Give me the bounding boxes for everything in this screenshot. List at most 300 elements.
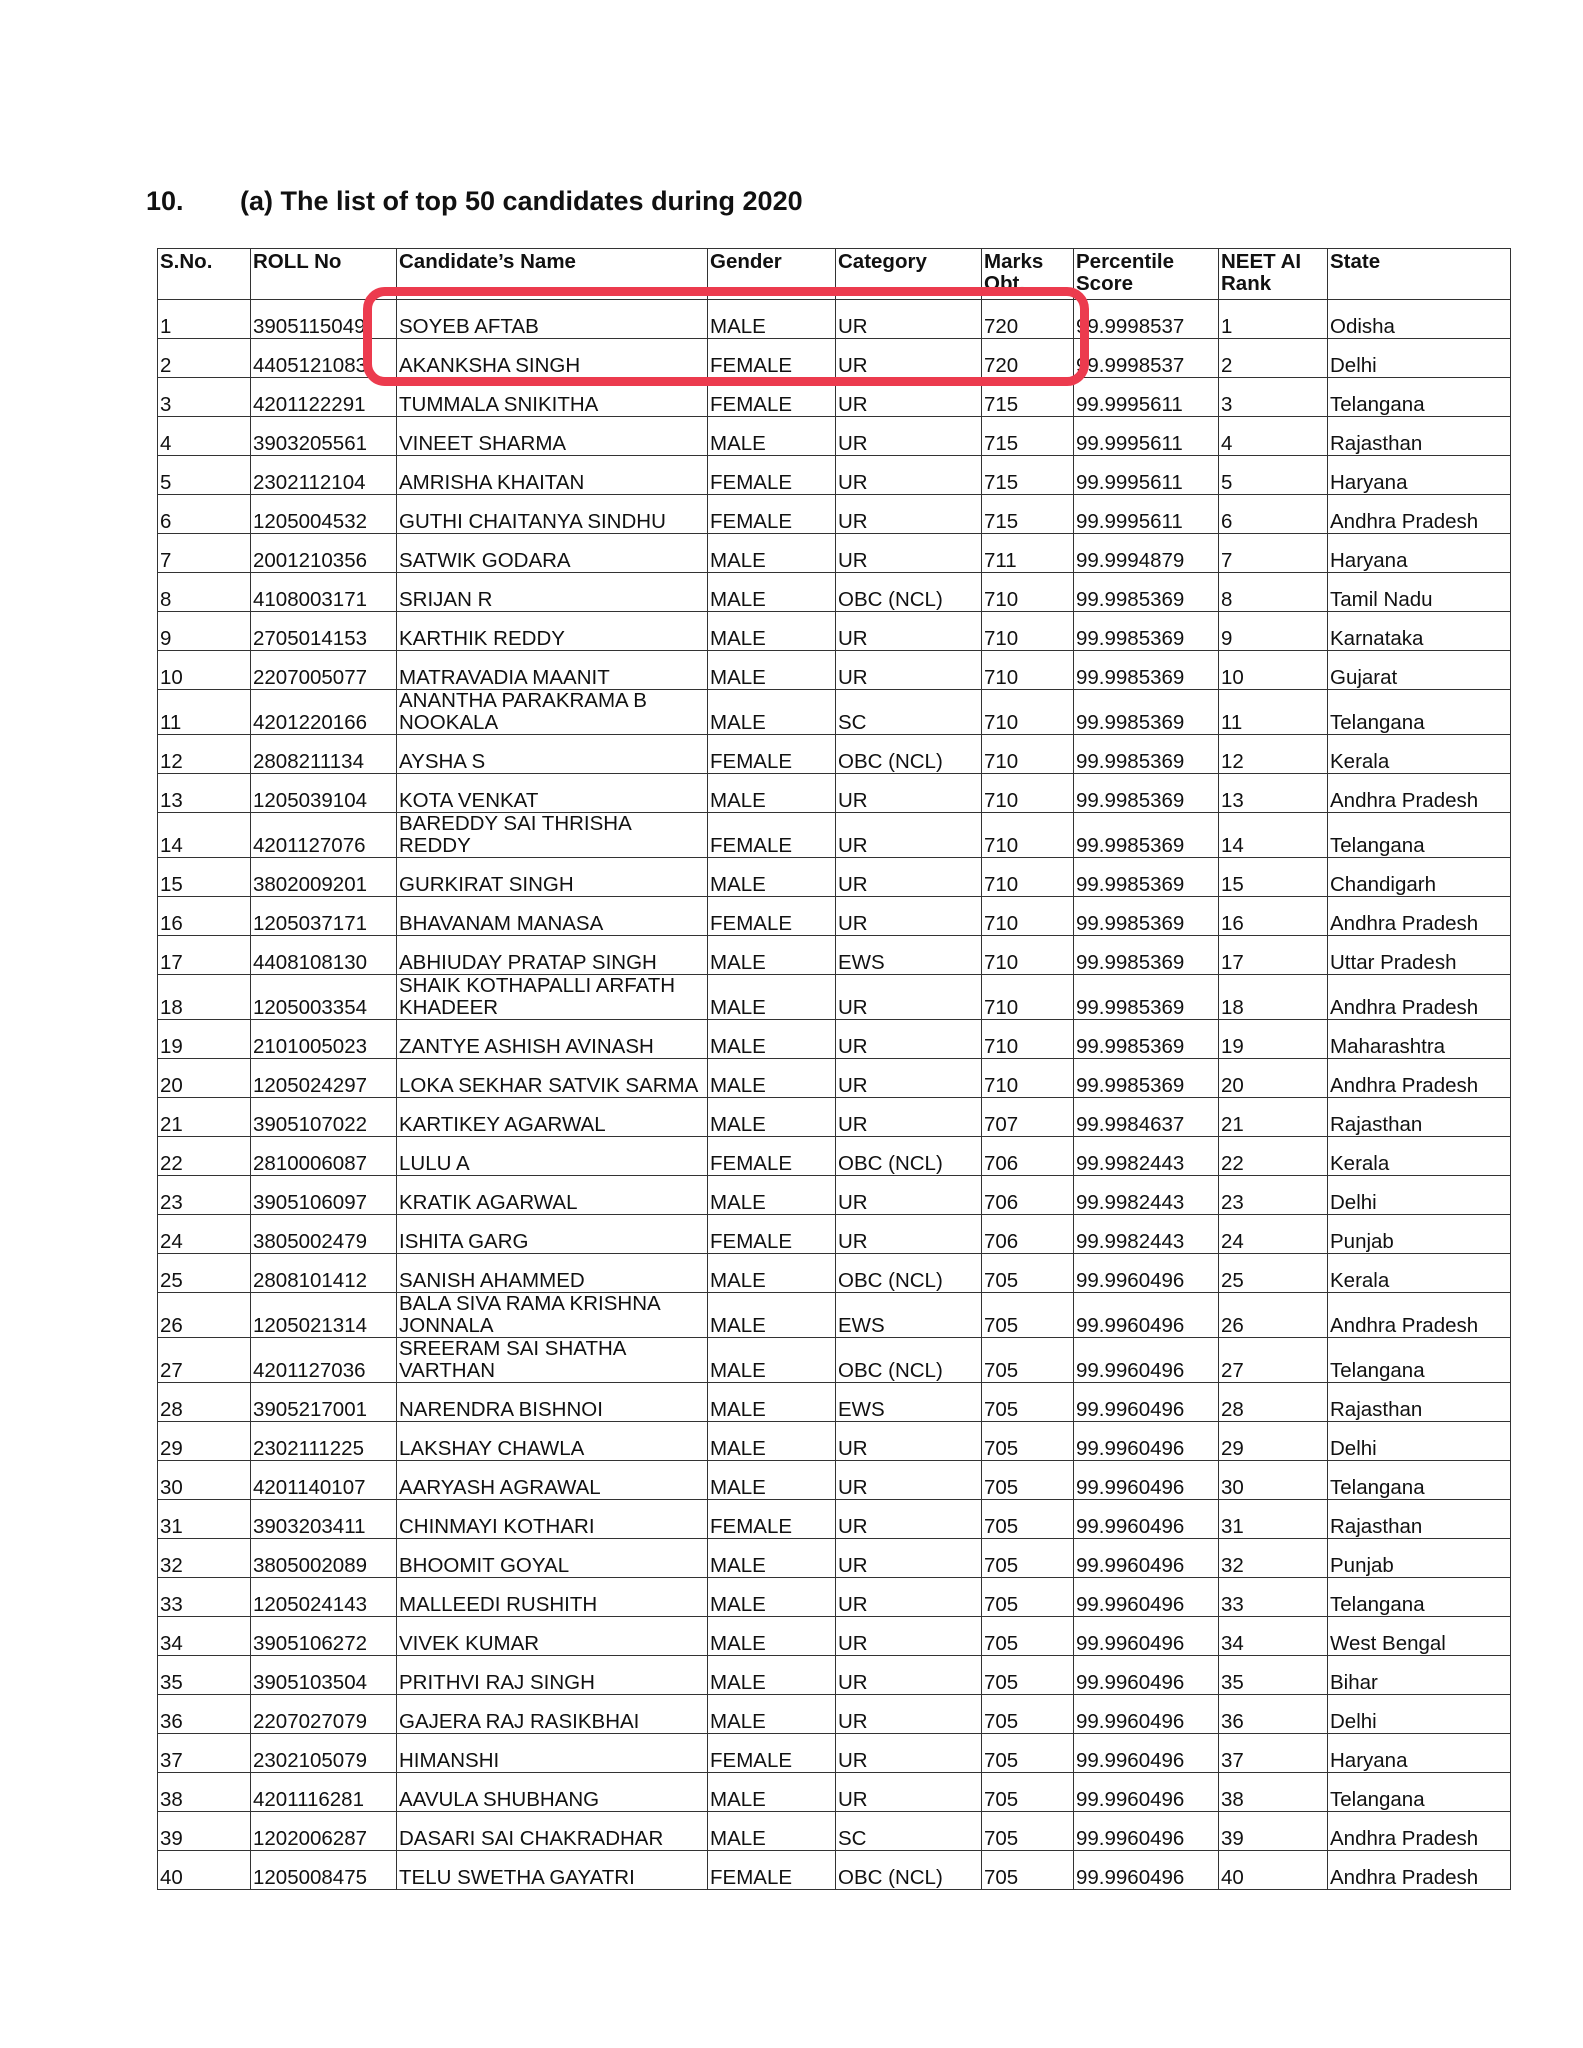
table-row: [158, 417, 1511, 456]
cell-gender: MALE: [708, 300, 836, 339]
cell-roll-no: 4201220166: [251, 690, 397, 735]
cell-percentile-score: 99.9960496: [1074, 1617, 1219, 1656]
cell-percentile-score: 99.9960496: [1074, 1293, 1219, 1338]
cell-percentile-score: 99.9960496: [1074, 1773, 1219, 1812]
cell-percentile-score: 99.9995611: [1074, 495, 1219, 534]
cell-marks-obt: 705: [982, 1254, 1074, 1293]
cell-percentile-score: 99.9985369: [1074, 690, 1219, 735]
cell-category: UR: [836, 1695, 982, 1734]
cell-marks-obt: 706: [982, 1137, 1074, 1176]
cell-sno: 31: [158, 1500, 251, 1539]
cell-marks-obt: 706: [982, 1176, 1074, 1215]
section-title: (a) The list of top 50 candidates during 2020: [240, 186, 803, 216]
cell-sno: 6: [158, 495, 251, 534]
cell-sno: 4: [158, 417, 251, 456]
cell-category: SC: [836, 1812, 982, 1851]
cell-sno: 20: [158, 1059, 251, 1098]
cell-marks-obt: 705: [982, 1617, 1074, 1656]
cell-roll-no: 3805002479: [251, 1215, 397, 1254]
cell-candidate-name: BHAVANAM MANASA: [397, 897, 708, 936]
cell-neet-ai-rank: 8: [1219, 573, 1328, 612]
cell-candidate-name: MATRAVADIA MAANIT: [397, 651, 708, 690]
cell-state: Rajasthan: [1328, 1383, 1511, 1422]
cell-percentile-score: 99.9960496: [1074, 1422, 1219, 1461]
cell-sno: 1: [158, 300, 251, 339]
cell-percentile-score: 99.9985369: [1074, 774, 1219, 813]
cell-gender: MALE: [708, 1422, 836, 1461]
cell-neet-ai-rank: 12: [1219, 735, 1328, 774]
cell-marks-obt: 720: [982, 300, 1074, 339]
cell-roll-no: 2810006087: [251, 1137, 397, 1176]
cell-roll-no: 3905107022: [251, 1098, 397, 1137]
cell-category: OBC (NCL): [836, 735, 982, 774]
cell-state: Andhra Pradesh: [1328, 1293, 1511, 1338]
cell-neet-ai-rank: 10: [1219, 651, 1328, 690]
cell-candidate-name: ZANTYE ASHISH AVINASH: [397, 1020, 708, 1059]
cell-sno: 3: [158, 378, 251, 417]
cell-state: Andhra Pradesh: [1328, 495, 1511, 534]
cell-neet-ai-rank: 35: [1219, 1656, 1328, 1695]
cell-gender: FEMALE: [708, 813, 836, 858]
cell-state: Telangana: [1328, 1338, 1511, 1383]
cell-gender: MALE: [708, 1695, 836, 1734]
cell-state: Andhra Pradesh: [1328, 1059, 1511, 1098]
cell-gender: MALE: [708, 1383, 836, 1422]
cell-category: UR: [836, 1773, 982, 1812]
cell-percentile-score: 99.9960496: [1074, 1578, 1219, 1617]
cell-state: Andhra Pradesh: [1328, 897, 1511, 936]
cell-state: Bihar: [1328, 1656, 1511, 1695]
table-row: [158, 1695, 1511, 1734]
cell-candidate-name: KARTHIK REDDY: [397, 612, 708, 651]
cell-candidate-name: LULU A: [397, 1137, 708, 1176]
cell-percentile-score: 99.9985369: [1074, 735, 1219, 774]
cell-neet-ai-rank: 39: [1219, 1812, 1328, 1851]
cell-percentile-score: 99.9960496: [1074, 1500, 1219, 1539]
cell-roll-no: 3905217001: [251, 1383, 397, 1422]
cell-sno: 18: [158, 975, 251, 1020]
cell-state: Telangana: [1328, 813, 1511, 858]
cell-candidate-name: GURKIRAT SINGH: [397, 858, 708, 897]
cell-candidate-name: LOKA SEKHAR SATVIK SARMA: [397, 1059, 708, 1098]
cell-category: UR: [836, 612, 982, 651]
table-row: [158, 1254, 1511, 1293]
cell-roll-no: 2207027079: [251, 1695, 397, 1734]
cell-category: UR: [836, 495, 982, 534]
cell-neet-ai-rank: 23: [1219, 1176, 1328, 1215]
cell-category: OBC (NCL): [836, 1338, 982, 1383]
cell-gender: MALE: [708, 774, 836, 813]
cell-category: UR: [836, 1734, 982, 1773]
cell-neet-ai-rank: 17: [1219, 936, 1328, 975]
cell-sno: 35: [158, 1656, 251, 1695]
cell-roll-no: 4201127036: [251, 1338, 397, 1383]
cell-candidate-name: TUMMALA SNIKITHA: [397, 378, 708, 417]
cell-percentile-score: 99.9985369: [1074, 612, 1219, 651]
cell-roll-no: 1205021314: [251, 1293, 397, 1338]
cell-neet-ai-rank: 6: [1219, 495, 1328, 534]
cell-neet-ai-rank: 38: [1219, 1773, 1328, 1812]
cell-gender: FEMALE: [708, 1851, 836, 1890]
cell-state: West Bengal: [1328, 1617, 1511, 1656]
cell-gender: MALE: [708, 1293, 836, 1338]
cell-candidate-name: AMRISHA KHAITAN: [397, 456, 708, 495]
cell-marks-obt: 710: [982, 573, 1074, 612]
table-row: [158, 573, 1511, 612]
table-body: [158, 300, 1511, 1890]
cell-state: Tamil Nadu: [1328, 573, 1511, 612]
cell-sno: 34: [158, 1617, 251, 1656]
cell-percentile-score: 99.9960496: [1074, 1461, 1219, 1500]
cell-roll-no: 4408108130: [251, 936, 397, 975]
cell-percentile-score: 99.9985369: [1074, 975, 1219, 1020]
table-row: [158, 456, 1511, 495]
cell-candidate-name: LAKSHAY CHAWLA: [397, 1422, 708, 1461]
cell-candidate-name: DASARI SAI CHAKRADHAR: [397, 1812, 708, 1851]
cell-neet-ai-rank: 25: [1219, 1254, 1328, 1293]
column-header-label: Category: [838, 251, 927, 273]
cell-marks-obt: 715: [982, 495, 1074, 534]
column-header-label: ROLL No: [253, 251, 342, 273]
cell-category: UR: [836, 975, 982, 1020]
table-row: [158, 612, 1511, 651]
cell-gender: FEMALE: [708, 1215, 836, 1254]
cell-category: UR: [836, 1422, 982, 1461]
column-header-label: NEET AI Rank: [1221, 251, 1302, 295]
cell-category: UR: [836, 651, 982, 690]
table-row: [158, 813, 1511, 858]
cell-candidate-name: SANISH AHAMMED: [397, 1254, 708, 1293]
cell-roll-no: 1205003354: [251, 975, 397, 1020]
table-row: [158, 1215, 1511, 1254]
cell-gender: MALE: [708, 573, 836, 612]
cell-state: Telangana: [1328, 1773, 1511, 1812]
cell-gender: MALE: [708, 1812, 836, 1851]
cell-candidate-name: HIMANSHI: [397, 1734, 708, 1773]
table-row: [158, 651, 1511, 690]
cell-category: EWS: [836, 936, 982, 975]
cell-sno: 17: [158, 936, 251, 975]
cell-percentile-score: 99.9960496: [1074, 1539, 1219, 1578]
table-row: [158, 690, 1511, 735]
cell-roll-no: 2207005077: [251, 651, 397, 690]
cell-gender: MALE: [708, 612, 836, 651]
column-header-neet-ai-rank: [1219, 249, 1328, 300]
cell-candidate-name: AKANKSHA SINGH: [397, 339, 708, 378]
cell-state: Andhra Pradesh: [1328, 1812, 1511, 1851]
table-row: [158, 774, 1511, 813]
column-header-roll-no: [251, 249, 397, 300]
cell-category: UR: [836, 339, 982, 378]
cell-sno: 33: [158, 1578, 251, 1617]
cell-candidate-name: GAJERA RAJ RASIKBHAI: [397, 1695, 708, 1734]
cell-gender: FEMALE: [708, 735, 836, 774]
cell-gender: MALE: [708, 1338, 836, 1383]
cell-gender: MALE: [708, 1539, 836, 1578]
cell-marks-obt: 710: [982, 1020, 1074, 1059]
cell-marks-obt: 715: [982, 378, 1074, 417]
cell-state: Rajasthan: [1328, 1098, 1511, 1137]
cell-state: Telangana: [1328, 378, 1511, 417]
column-header-gender: [708, 249, 836, 300]
cell-roll-no: 3802009201: [251, 858, 397, 897]
table-row: [158, 1098, 1511, 1137]
cell-category: UR: [836, 1539, 982, 1578]
cell-gender: FEMALE: [708, 1500, 836, 1539]
cell-gender: MALE: [708, 1059, 836, 1098]
column-header-label: S.No.: [160, 251, 213, 273]
table-row: [158, 1656, 1511, 1695]
cell-roll-no: 2808211134: [251, 735, 397, 774]
table-row: [158, 897, 1511, 936]
cell-gender: MALE: [708, 936, 836, 975]
cell-roll-no: 2302111225: [251, 1422, 397, 1461]
cell-category: UR: [836, 456, 982, 495]
cell-percentile-score: 99.9985369: [1074, 858, 1219, 897]
cell-category: UR: [836, 378, 982, 417]
cell-neet-ai-rank: 19: [1219, 1020, 1328, 1059]
cell-category: UR: [836, 813, 982, 858]
cell-marks-obt: 705: [982, 1293, 1074, 1338]
table-header-row: [158, 249, 1511, 300]
cell-category: UR: [836, 1059, 982, 1098]
cell-candidate-name: SREERAM SAI SHATHA VARTHAN: [397, 1338, 708, 1383]
cell-sno: 32: [158, 1539, 251, 1578]
cell-sno: 19: [158, 1020, 251, 1059]
column-header-label: Marks Obt.: [984, 251, 1044, 295]
cell-candidate-name: BAREDDY SAI THRISHA REDDY: [397, 813, 708, 858]
cell-marks-obt: 707: [982, 1098, 1074, 1137]
section-number: 10.: [146, 186, 184, 216]
cell-sno: 36: [158, 1695, 251, 1734]
cell-gender: MALE: [708, 1773, 836, 1812]
cell-roll-no: 3905106272: [251, 1617, 397, 1656]
table-row: [158, 1338, 1511, 1383]
cell-neet-ai-rank: 37: [1219, 1734, 1328, 1773]
cell-neet-ai-rank: 16: [1219, 897, 1328, 936]
cell-marks-obt: 705: [982, 1656, 1074, 1695]
column-header-state: [1328, 249, 1511, 300]
column-header-label: State: [1330, 251, 1381, 273]
cell-category: UR: [836, 1656, 982, 1695]
cell-roll-no: 3905103504: [251, 1656, 397, 1695]
cell-marks-obt: 710: [982, 774, 1074, 813]
column-header-marks-obt: [982, 249, 1074, 300]
table-row: [158, 300, 1511, 339]
cell-candidate-name: CHINMAYI KOTHARI: [397, 1500, 708, 1539]
cell-roll-no: 3903205561: [251, 417, 397, 456]
cell-roll-no: 4201122291: [251, 378, 397, 417]
cell-neet-ai-rank: 32: [1219, 1539, 1328, 1578]
cell-marks-obt: 705: [982, 1500, 1074, 1539]
cell-category: EWS: [836, 1293, 982, 1338]
cell-marks-obt: 705: [982, 1461, 1074, 1500]
table-row: [158, 1617, 1511, 1656]
cell-gender: MALE: [708, 1656, 836, 1695]
cell-marks-obt: 710: [982, 975, 1074, 1020]
cell-percentile-score: 99.9960496: [1074, 1383, 1219, 1422]
cell-state: Rajasthan: [1328, 1500, 1511, 1539]
cell-neet-ai-rank: 1: [1219, 300, 1328, 339]
cell-candidate-name: KRATIK AGARWAL: [397, 1176, 708, 1215]
cell-gender: MALE: [708, 1254, 836, 1293]
cell-category: EWS: [836, 1383, 982, 1422]
cell-neet-ai-rank: 28: [1219, 1383, 1328, 1422]
cell-gender: MALE: [708, 1461, 836, 1500]
cell-category: OBC (NCL): [836, 573, 982, 612]
cell-gender: MALE: [708, 975, 836, 1020]
cell-category: SC: [836, 690, 982, 735]
cell-neet-ai-rank: 31: [1219, 1500, 1328, 1539]
cell-marks-obt: 715: [982, 456, 1074, 495]
cell-roll-no: 4405121083: [251, 339, 397, 378]
cell-neet-ai-rank: 30: [1219, 1461, 1328, 1500]
cell-state: Odisha: [1328, 300, 1511, 339]
cell-gender: MALE: [708, 1578, 836, 1617]
column-header-label: Gender: [710, 251, 782, 273]
cell-candidate-name: PRITHVI RAJ SINGH: [397, 1656, 708, 1695]
cell-gender: MALE: [708, 1020, 836, 1059]
cell-gender: MALE: [708, 651, 836, 690]
cell-state: Kerala: [1328, 735, 1511, 774]
cell-neet-ai-rank: 29: [1219, 1422, 1328, 1461]
cell-state: Telangana: [1328, 690, 1511, 735]
cell-neet-ai-rank: 20: [1219, 1059, 1328, 1098]
cell-candidate-name: AARYASH AGRAWAL: [397, 1461, 708, 1500]
cell-sno: 38: [158, 1773, 251, 1812]
cell-candidate-name: GUTHI CHAITANYA SINDHU: [397, 495, 708, 534]
cell-category: UR: [836, 534, 982, 573]
cell-percentile-score: 99.9998537: [1074, 339, 1219, 378]
cell-roll-no: 1205024143: [251, 1578, 397, 1617]
cell-percentile-score: 99.9982443: [1074, 1215, 1219, 1254]
cell-gender: FEMALE: [708, 897, 836, 936]
cell-percentile-score: 99.9985369: [1074, 897, 1219, 936]
cell-roll-no: 1205024297: [251, 1059, 397, 1098]
cell-neet-ai-rank: 4: [1219, 417, 1328, 456]
cell-category: UR: [836, 1500, 982, 1539]
cell-percentile-score: 99.9985369: [1074, 573, 1219, 612]
cell-sno: 2: [158, 339, 251, 378]
cell-percentile-score: 99.9960496: [1074, 1338, 1219, 1383]
cell-percentile-score: 99.9985369: [1074, 1020, 1219, 1059]
cell-state: Andhra Pradesh: [1328, 774, 1511, 813]
cell-category: UR: [836, 1617, 982, 1656]
cell-roll-no: 4201140107: [251, 1461, 397, 1500]
cell-sno: 23: [158, 1176, 251, 1215]
cell-candidate-name: ABHIUDAY PRATAP SINGH: [397, 936, 708, 975]
cell-state: Andhra Pradesh: [1328, 975, 1511, 1020]
cell-neet-ai-rank: 26: [1219, 1293, 1328, 1338]
cell-percentile-score: 99.9984637: [1074, 1098, 1219, 1137]
cell-roll-no: 1205008475: [251, 1851, 397, 1890]
cell-marks-obt: 710: [982, 858, 1074, 897]
cell-sno: 5: [158, 456, 251, 495]
cell-neet-ai-rank: 33: [1219, 1578, 1328, 1617]
cell-gender: FEMALE: [708, 378, 836, 417]
cell-category: UR: [836, 1020, 982, 1059]
cell-neet-ai-rank: 18: [1219, 975, 1328, 1020]
cell-candidate-name: VINEET SHARMA: [397, 417, 708, 456]
cell-state: Punjab: [1328, 1215, 1511, 1254]
cell-roll-no: 2302112104: [251, 456, 397, 495]
cell-candidate-name: VIVEK KUMAR: [397, 1617, 708, 1656]
cell-candidate-name: BHOOMIT GOYAL: [397, 1539, 708, 1578]
table-row: [158, 1059, 1511, 1098]
cell-category: UR: [836, 897, 982, 936]
table-row: [158, 1422, 1511, 1461]
column-header-category: [836, 249, 982, 300]
cell-state: Delhi: [1328, 1695, 1511, 1734]
table-row: [158, 339, 1511, 378]
cell-candidate-name: SATWIK GODARA: [397, 534, 708, 573]
cell-roll-no: 2705014153: [251, 612, 397, 651]
cell-sno: 30: [158, 1461, 251, 1500]
cell-neet-ai-rank: 34: [1219, 1617, 1328, 1656]
cell-sno: 14: [158, 813, 251, 858]
cell-roll-no: 3905115049: [251, 300, 397, 339]
cell-gender: MALE: [708, 1617, 836, 1656]
cell-sno: 40: [158, 1851, 251, 1890]
column-header-label: Candidate’s Name: [399, 251, 576, 273]
section-heading: [146, 186, 803, 217]
cell-marks-obt: 710: [982, 897, 1074, 936]
cell-neet-ai-rank: 21: [1219, 1098, 1328, 1137]
cell-sno: 10: [158, 651, 251, 690]
cell-neet-ai-rank: 5: [1219, 456, 1328, 495]
cell-marks-obt: 705: [982, 1539, 1074, 1578]
cell-candidate-name: MALLEEDI RUSHITH: [397, 1578, 708, 1617]
table-row: [158, 378, 1511, 417]
cell-candidate-name: SOYEB AFTAB: [397, 300, 708, 339]
cell-state: Delhi: [1328, 1422, 1511, 1461]
cell-percentile-score: 99.9995611: [1074, 378, 1219, 417]
table-row: [158, 1812, 1511, 1851]
cell-marks-obt: 705: [982, 1338, 1074, 1383]
cell-sno: 13: [158, 774, 251, 813]
table-row: [158, 1539, 1511, 1578]
cell-percentile-score: 99.9982443: [1074, 1176, 1219, 1215]
table-row: [158, 534, 1511, 573]
cell-state: Uttar Pradesh: [1328, 936, 1511, 975]
table-row: [158, 1461, 1511, 1500]
table-row: [158, 1851, 1511, 1890]
cell-roll-no: 2808101412: [251, 1254, 397, 1293]
cell-roll-no: 2101005023: [251, 1020, 397, 1059]
cell-percentile-score: 99.9994879: [1074, 534, 1219, 573]
cell-marks-obt: 710: [982, 936, 1074, 975]
cell-sno: 25: [158, 1254, 251, 1293]
cell-sno: 8: [158, 573, 251, 612]
cell-roll-no: 1205037171: [251, 897, 397, 936]
cell-marks-obt: 710: [982, 651, 1074, 690]
cell-category: UR: [836, 1461, 982, 1500]
cell-gender: FEMALE: [708, 495, 836, 534]
cell-sno: 9: [158, 612, 251, 651]
cell-category: UR: [836, 1578, 982, 1617]
cell-gender: MALE: [708, 1098, 836, 1137]
cell-neet-ai-rank: 22: [1219, 1137, 1328, 1176]
cell-neet-ai-rank: 11: [1219, 690, 1328, 735]
cell-candidate-name: AAVULA SHUBHANG: [397, 1773, 708, 1812]
cell-marks-obt: 705: [982, 1773, 1074, 1812]
cell-candidate-name: KARTIKEY AGARWAL: [397, 1098, 708, 1137]
cell-state: Kerala: [1328, 1254, 1511, 1293]
cell-category: OBC (NCL): [836, 1137, 982, 1176]
cell-sno: 24: [158, 1215, 251, 1254]
cell-candidate-name: SHAIK KOTHAPALLI ARFATH KHADEER: [397, 975, 708, 1020]
cell-roll-no: 4201116281: [251, 1773, 397, 1812]
